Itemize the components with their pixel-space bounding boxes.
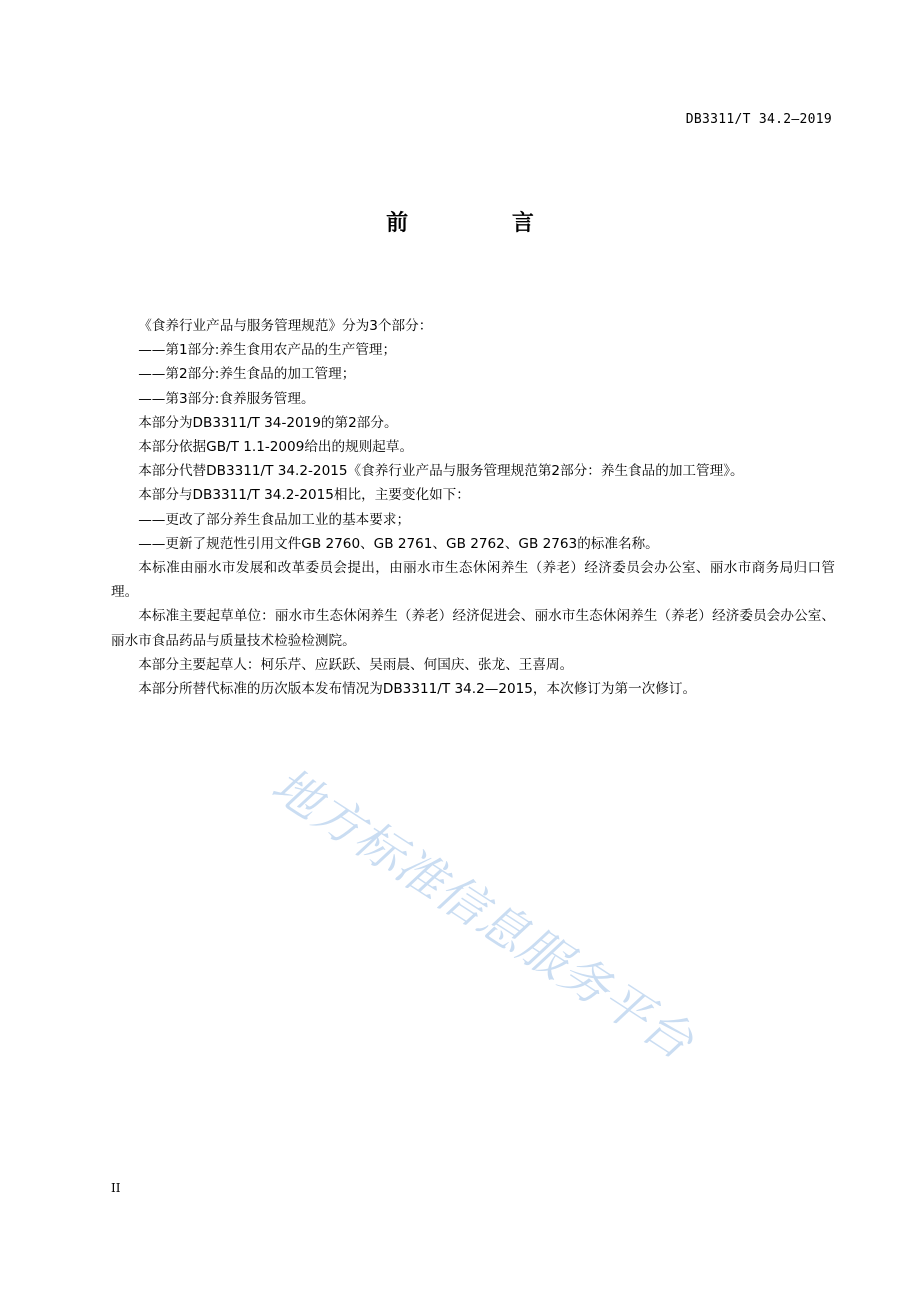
paragraph: ——更新了规范性引用文件GB 2760、GB 2761、GB 2762、GB 2763的标准名称。 (138, 535, 659, 552)
paragraph: 本部分与DB3311/T 34.2-2015相比，主要变化如下： (138, 487, 470, 504)
paragraph: ——第1部分:养生食用农产品的生产管理； (138, 342, 397, 359)
paragraph: ——第2部分:养生食品的加工管理； (138, 366, 356, 383)
paragraph: 《食养行业产品与服务管理规范》分为3个部分： (138, 318, 433, 334)
paragraph: ——第3部分:食养服务管理。 (138, 390, 315, 407)
paragraph: 本部分为DB3311/T 34-2019的第2部分。 (138, 414, 398, 431)
paragraph: 本部分主要起草人：柯乐芹、应跃跃、吴雨晨、何国庆、张龙、王喜周。 (138, 656, 574, 673)
paragraph: 本标准由丽水市发展和改革委员会提出，由丽水市生态休闲养生（养老）经济委员会办公室、丽水市商务局归口管理。 (111, 560, 835, 601)
page-title: 前 言 (386, 211, 582, 236)
paragraph: 本标准主要起草单位：丽水市生态休闲养生（养老）经济促进会、丽水市生态休闲养生（养老）经济委员会办公室、丽水市食品药品与质量技术检验检测院。 (111, 608, 835, 649)
standard-code: DB3311/T 34.2—2019 (685, 112, 832, 127)
paragraph: 本部分依据GB/T 1.1-2009给出的规则起草。 (138, 439, 414, 456)
paragraph: 本部分代替DB3311/T 34.2-2015《食养行业产品与服务管理规范第2部分：养生食品的加工管理》。 (138, 463, 744, 480)
paragraph: 本部分所替代标准的历次版本发布情况为DB3311/T 34.2—2015，本次修订为第一次修订。 (138, 681, 697, 698)
page-number: II (111, 1181, 121, 1195)
foreword-body (111, 314, 835, 701)
watermark: 地方标准信息服务平台 (261, 756, 704, 1071)
paragraph: ——更改了部分养生食品加工业的基本要求； (138, 511, 411, 528)
